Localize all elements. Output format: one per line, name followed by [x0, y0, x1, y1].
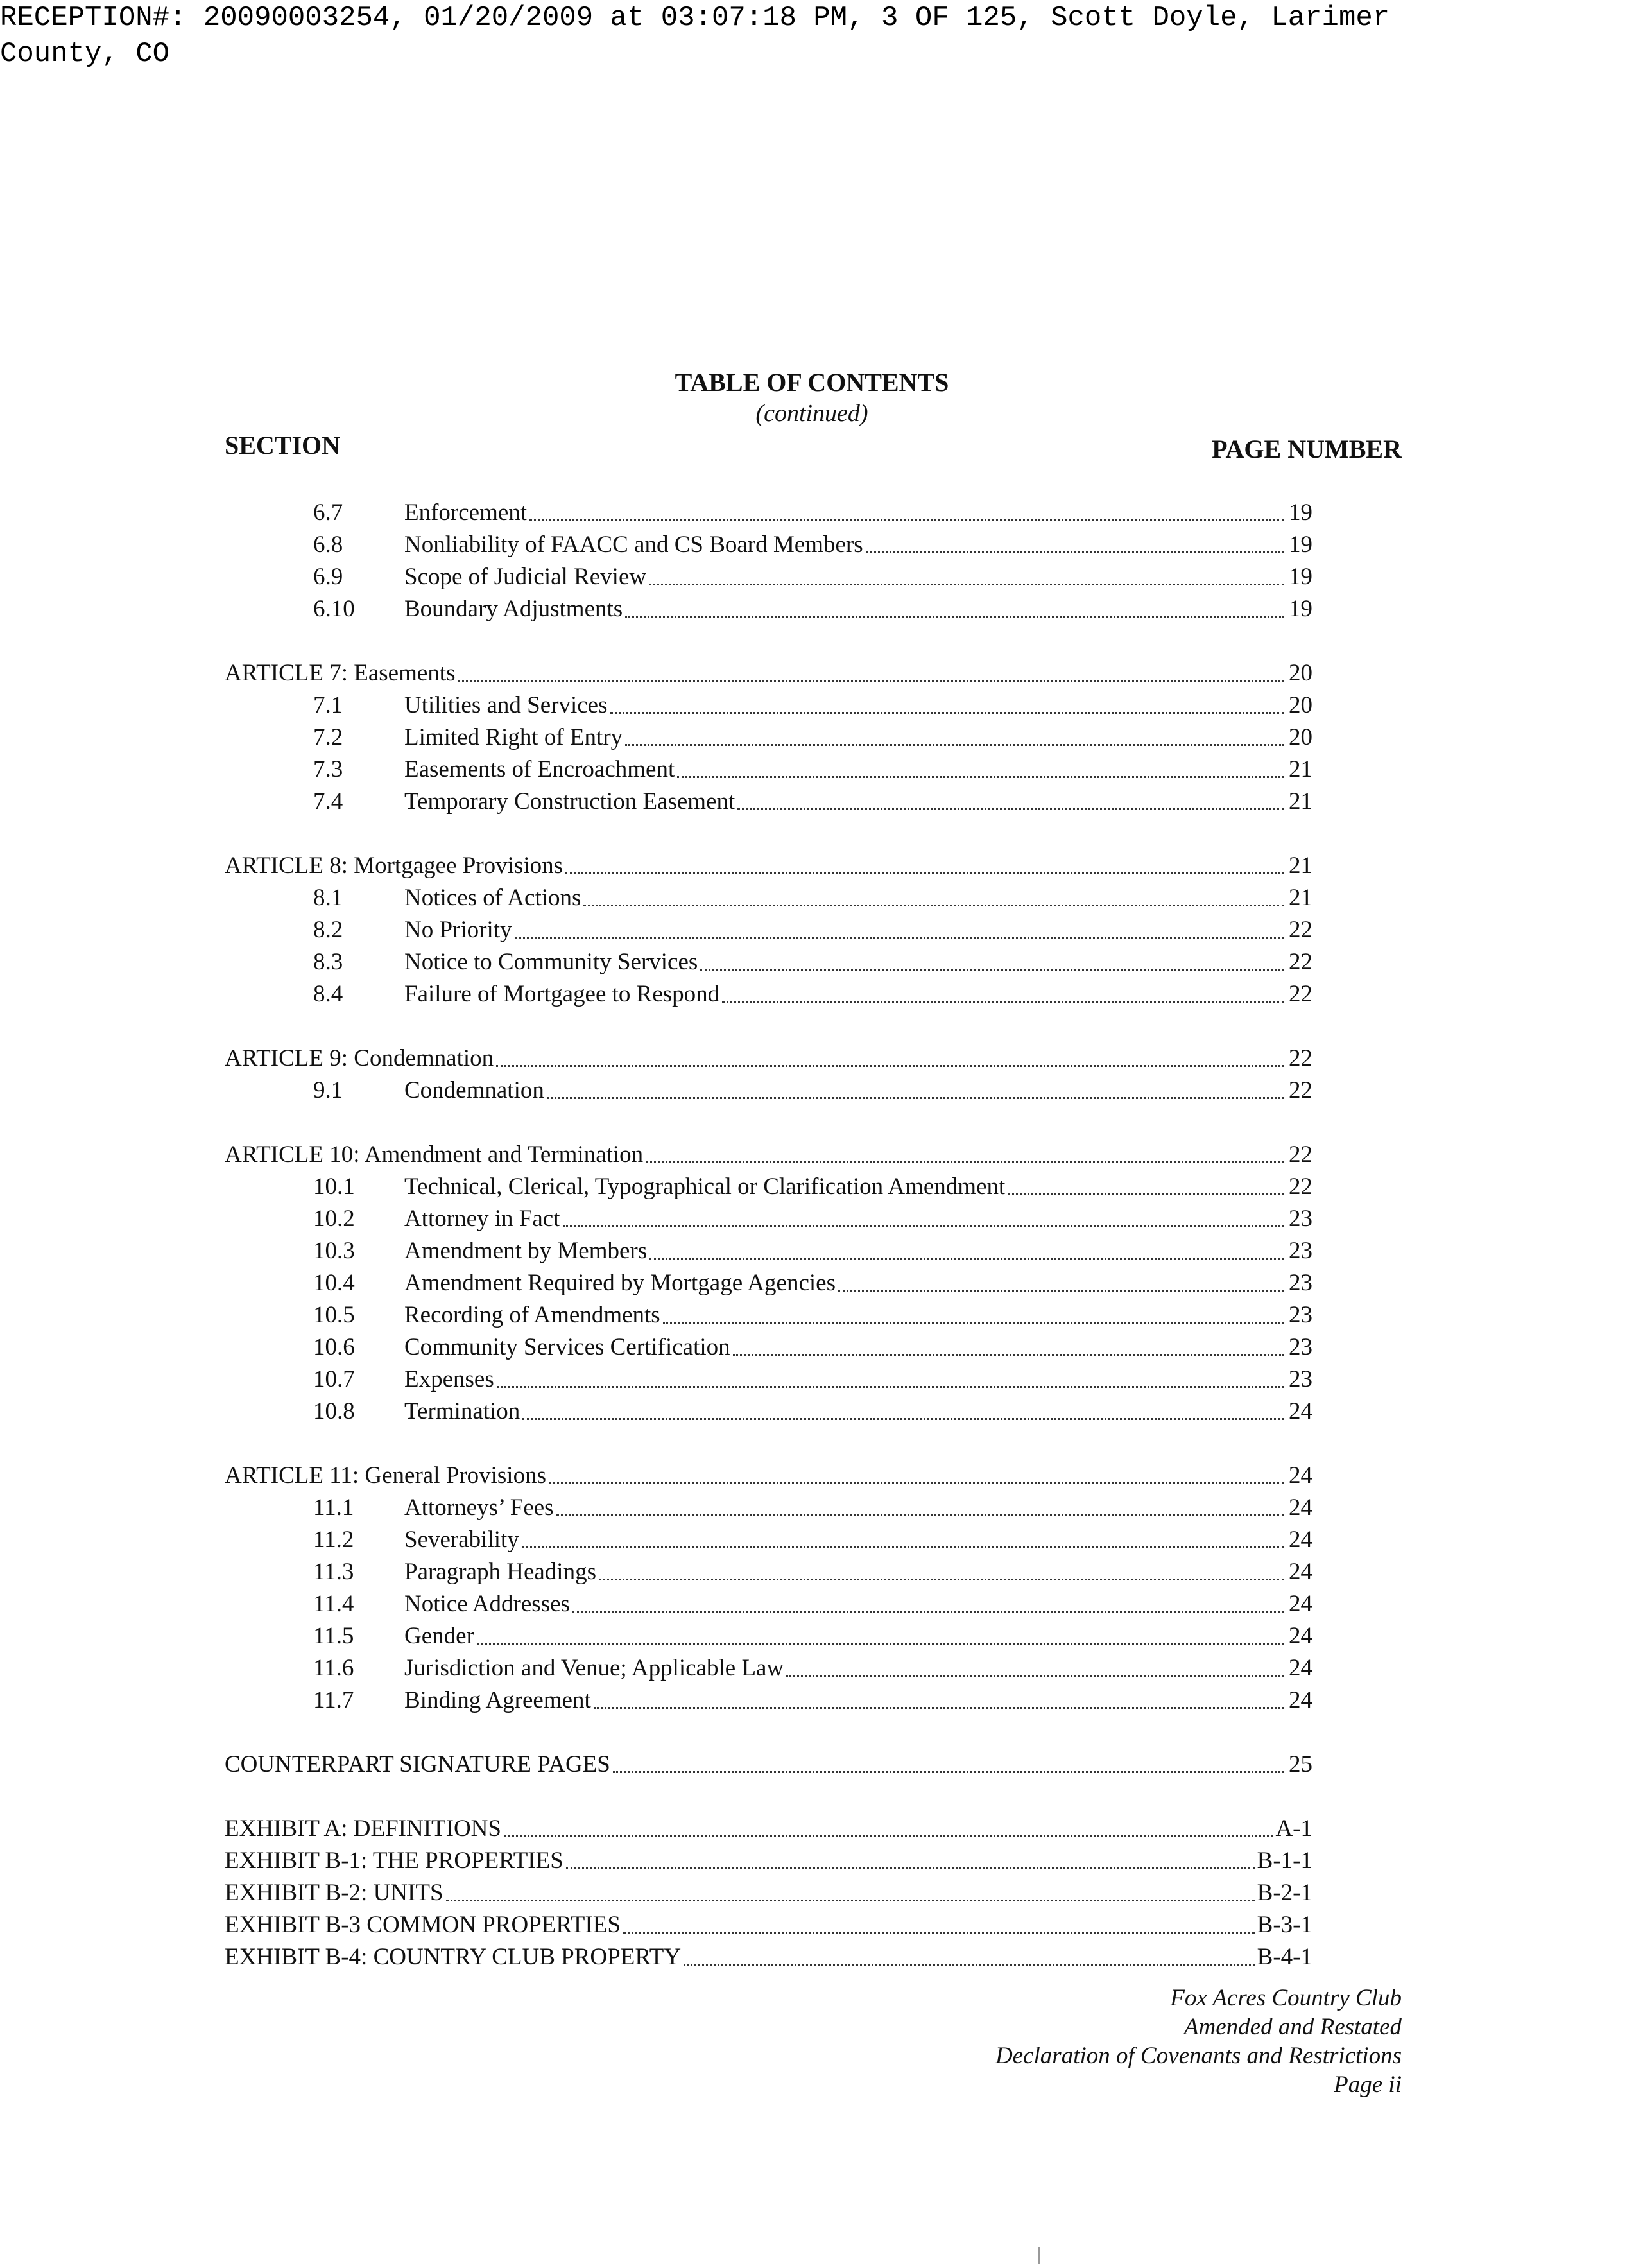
dot-leader	[786, 1675, 1284, 1677]
toc-item-row	[225, 754, 1312, 786]
toc-page-number: 24	[1289, 1559, 1312, 1585]
toc-section-number: 8.3	[313, 949, 343, 975]
toc-item-row	[225, 1299, 1312, 1331]
toc-entry-title: Attorneys’ Fees	[404, 1494, 554, 1521]
toc-page-number: 22	[1289, 917, 1312, 943]
toc-section-number: 11.7	[313, 1687, 354, 1713]
dot-leader	[477, 1643, 1284, 1645]
toc-page-number: 21	[1289, 788, 1312, 815]
toc-item-row	[225, 1652, 1312, 1684]
dot-leader	[733, 1354, 1284, 1356]
toc-entry-title: EXHIBIT B-4: COUNTRY CLUB PROPERTY	[225, 1944, 682, 1970]
toc-spacer	[225, 1717, 1312, 1749]
dot-leader	[504, 1835, 1273, 1837]
dot-leader	[529, 519, 1284, 521]
dot-leader	[700, 969, 1284, 971]
toc-spacer	[225, 1010, 1312, 1043]
toc-item-row	[225, 1203, 1312, 1235]
page-title: TABLE OF CONTENTS	[675, 368, 949, 397]
toc-entry-title: Community Services Certification	[404, 1334, 730, 1360]
toc-item-row	[225, 946, 1312, 978]
dot-leader	[684, 1964, 1255, 1966]
toc-page-number: 19	[1289, 564, 1312, 590]
toc-page-number: 23	[1289, 1206, 1312, 1232]
toc-section-number: 10.5	[313, 1302, 355, 1328]
toc-spacer	[225, 1781, 1312, 1813]
toc-section-number: 7.4	[313, 788, 343, 815]
toc-item-row	[225, 722, 1312, 754]
dot-leader	[649, 1258, 1284, 1260]
dot-leader	[866, 551, 1284, 553]
dot-leader	[610, 712, 1285, 714]
toc-page-number: 22	[1289, 1045, 1312, 1071]
toc-page-number: 24	[1289, 1494, 1312, 1521]
toc-item-row	[225, 1620, 1312, 1652]
toc-entry-title: Scope of Judicial Review	[404, 564, 647, 590]
dot-leader	[522, 1418, 1284, 1420]
footer-line-1: Fox Acres Country Club	[1170, 1985, 1402, 2011]
toc-page-number: 19	[1289, 596, 1312, 622]
toc-section-number: 10.1	[313, 1173, 355, 1200]
dot-leader	[625, 616, 1284, 618]
toc-section-number: 6.7	[313, 499, 343, 526]
toc-page-number: 22	[1289, 1141, 1312, 1168]
toc-entry-title: Paragraph Headings	[404, 1559, 596, 1585]
dot-leader	[522, 1546, 1284, 1548]
dot-leader	[566, 1867, 1255, 1869]
toc-spacer	[225, 1428, 1312, 1460]
toc-spacer	[225, 818, 1312, 850]
toc-article-row	[225, 1941, 1312, 1973]
toc-article-row	[225, 1043, 1312, 1075]
toc-entry-title: ARTICLE 11: General Provisions	[225, 1462, 546, 1489]
toc-section-number: 11.4	[313, 1591, 354, 1617]
toc-item-row	[225, 978, 1312, 1010]
toc-entry-title: COUNTERPART SIGNATURE PAGES	[225, 1751, 610, 1778]
toc-page-number: 24	[1289, 1462, 1312, 1489]
toc-entry-title: Recording of Amendments	[404, 1302, 660, 1328]
toc-page-number: 22	[1289, 981, 1312, 1007]
toc-item-row	[225, 882, 1312, 914]
dot-leader	[549, 1482, 1284, 1484]
toc-section-number: 10.4	[313, 1270, 355, 1296]
toc-page-number: 23	[1289, 1334, 1312, 1360]
dot-leader	[663, 1322, 1284, 1324]
toc-section-number: 10.6	[313, 1334, 355, 1360]
toc-page-number: 23	[1289, 1366, 1312, 1392]
dot-leader	[556, 1514, 1284, 1516]
dot-leader	[515, 937, 1284, 939]
toc-item-row	[225, 1396, 1312, 1428]
dot-leader	[649, 584, 1284, 585]
toc-section-number: 7.2	[313, 724, 343, 750]
dot-leader	[563, 1225, 1284, 1227]
toc-entry-title: Enforcement	[404, 499, 528, 526]
toc-entry-title: Notices of Actions	[404, 885, 581, 911]
toc-item-row	[225, 1331, 1312, 1363]
toc-section-number: 11.1	[313, 1494, 354, 1521]
page-subtitle: (continued)	[755, 400, 868, 427]
toc-article-row	[225, 850, 1312, 882]
toc-item-row	[225, 1684, 1312, 1717]
toc-item-row	[225, 1524, 1312, 1556]
toc-spacer	[225, 1107, 1312, 1139]
toc-page-number: 21	[1289, 885, 1312, 911]
dot-leader	[838, 1290, 1284, 1292]
toc-item-row	[225, 561, 1312, 593]
toc-item-row	[225, 1556, 1312, 1588]
toc-section-number: 6.10	[313, 596, 355, 622]
toc-item-row	[225, 1075, 1312, 1107]
toc-item-row	[225, 1492, 1312, 1524]
dot-leader	[446, 1900, 1255, 1901]
toc-page-number: A-1	[1275, 1815, 1312, 1842]
toc-entry-title: Notice to Community Services	[404, 949, 698, 975]
toc-entry-title: Utilities and Services	[404, 692, 608, 718]
toc-entry-title: Failure of Mortgagee to Respond	[404, 981, 720, 1007]
toc-page-number: 24	[1289, 1655, 1312, 1681]
toc-section-number: 7.3	[313, 756, 343, 783]
toc-page-number: 19	[1289, 499, 1312, 526]
dot-leader	[737, 808, 1284, 810]
toc-item-row	[225, 786, 1312, 818]
toc-section-number: 10.3	[313, 1238, 355, 1264]
dot-leader	[677, 776, 1284, 778]
toc-article-row	[225, 1909, 1312, 1941]
toc-page-number: 20	[1289, 724, 1312, 750]
toc-entry-title: EXHIBIT A: DEFINITIONS	[225, 1815, 501, 1842]
reception-stamp: RECEPTION#: 20090003254, 01/20/2009 at 03:07:18 PM, 3 OF 125, Scott Doyle, Larimer County, CO	[0, 2, 1390, 70]
toc-page-number: 25	[1289, 1751, 1312, 1778]
toc-section-number: 10.2	[313, 1206, 355, 1232]
dot-leader	[458, 680, 1285, 682]
toc-section-number: 11.5	[313, 1623, 354, 1649]
toc-page-number: 21	[1289, 853, 1312, 879]
toc-section-number: 10.8	[313, 1398, 355, 1424]
dot-leader	[1008, 1193, 1284, 1195]
toc-article-row	[225, 657, 1312, 689]
dot-leader	[613, 1771, 1284, 1773]
toc-section-number: 8.1	[313, 885, 343, 911]
toc-entry-title: EXHIBIT B-2: UNITS	[225, 1880, 443, 1906]
toc-page-number: 23	[1289, 1270, 1312, 1296]
toc-entry-title: Temporary Construction Easement	[404, 788, 735, 815]
toc-item-row	[225, 689, 1312, 722]
toc-item-row	[225, 529, 1312, 561]
dot-leader	[625, 744, 1284, 746]
toc-section-number: 9.1	[313, 1077, 343, 1104]
toc-page-number: 24	[1289, 1687, 1312, 1713]
page-number-column-header: PAGE NUMBER	[1212, 435, 1402, 463]
toc-page-number: 24	[1289, 1527, 1312, 1553]
dot-leader	[572, 1611, 1284, 1613]
toc-page-number: 22	[1289, 1173, 1312, 1200]
toc-section-number: 6.9	[313, 564, 343, 590]
toc-item-row	[225, 1267, 1312, 1299]
toc-spacer	[225, 625, 1312, 657]
toc-section-number: 6.8	[313, 532, 343, 558]
toc-page-number: 24	[1289, 1398, 1312, 1424]
toc-entry-title: Binding Agreement	[404, 1687, 591, 1713]
toc-page-number: 20	[1289, 660, 1312, 686]
dot-leader	[646, 1161, 1284, 1163]
toc-page-number: 19	[1289, 532, 1312, 558]
toc-page-number: 24	[1289, 1623, 1312, 1649]
toc-entry-title: Notice Addresses	[404, 1591, 570, 1617]
dot-leader	[583, 905, 1284, 906]
toc-entry-title: Amendment Required by Mortgage Agencies	[404, 1270, 836, 1296]
dot-leader	[599, 1579, 1284, 1580]
scan-artifact	[1038, 2247, 1040, 2264]
toc-entry-title: ARTICLE 8: Mortgagee Provisions	[225, 853, 563, 879]
toc-entry-title: Gender	[404, 1623, 474, 1649]
toc-entry-title: Limited Right of Entry	[404, 724, 623, 750]
dot-leader	[565, 872, 1284, 874]
toc-article-row	[225, 1460, 1312, 1492]
footer-page-number: Page ii	[1334, 2072, 1402, 2098]
toc-page-number: 24	[1289, 1591, 1312, 1617]
toc-page-number: 22	[1289, 949, 1312, 975]
toc-section-number: 8.4	[313, 981, 343, 1007]
toc-page-number: 20	[1289, 692, 1312, 718]
toc-entry-title: Condemnation	[404, 1077, 544, 1104]
table-of-contents	[225, 497, 1312, 1973]
dot-leader	[722, 1001, 1284, 1003]
toc-item-row	[225, 593, 1312, 625]
toc-entry-title: EXHIBIT B-3 COMMON PROPERTIES	[225, 1912, 621, 1938]
toc-page-number: 23	[1289, 1238, 1312, 1264]
toc-entry-title: EXHIBIT B-1: THE PROPERTIES	[225, 1848, 563, 1874]
dot-leader	[547, 1097, 1284, 1099]
toc-entry-title: No Priority	[404, 917, 512, 943]
toc-entry-title: Amendment by Members	[404, 1238, 648, 1264]
toc-item-row	[225, 1171, 1312, 1203]
toc-section-number: 11.2	[313, 1527, 354, 1553]
footer-line-2: Amended and Restated	[1183, 2014, 1402, 2040]
toc-entry-title: Technical, Clerical, Typographical or Clarification Amendment	[404, 1173, 1006, 1200]
toc-section-number: 7.1	[313, 692, 343, 718]
toc-article-row	[225, 1877, 1312, 1909]
toc-page-number: 22	[1289, 1077, 1312, 1104]
toc-section-number: 8.2	[313, 917, 343, 943]
toc-item-row	[225, 1588, 1312, 1620]
toc-entry-title: ARTICLE 7: Easements	[225, 660, 456, 686]
toc-entry-title: Nonliability of FAACC and CS Board Members	[404, 532, 863, 558]
toc-entry-title: Boundary Adjustments	[404, 596, 623, 622]
toc-entry-title: Jurisdiction and Venue; Applicable Law	[404, 1655, 784, 1681]
toc-item-row	[225, 497, 1312, 529]
section-column-header: SECTION	[225, 431, 341, 460]
dot-leader	[496, 1065, 1284, 1067]
dot-leader	[594, 1707, 1284, 1709]
toc-entry-title: Attorney in Fact	[404, 1206, 560, 1232]
document-footer	[995, 1984, 1402, 2099]
toc-item-row	[225, 914, 1312, 946]
toc-page-number: B-2-1	[1257, 1880, 1312, 1906]
toc-entry-title: ARTICLE 10: Amendment and Termination	[225, 1141, 644, 1168]
toc-page-number: 23	[1289, 1302, 1312, 1328]
toc-entry-title: ARTICLE 9: Condemnation	[225, 1045, 494, 1071]
toc-entry-title: Easements of Encroachment	[404, 756, 675, 783]
toc-entry-title: Severability	[404, 1527, 519, 1553]
toc-article-row	[225, 1749, 1312, 1781]
toc-page-number: B-1-1	[1257, 1848, 1312, 1874]
toc-item-row	[225, 1235, 1312, 1267]
toc-article-row	[225, 1139, 1312, 1171]
dot-leader	[497, 1386, 1284, 1388]
toc-page-number: B-4-1	[1257, 1944, 1312, 1970]
toc-page-number: 21	[1289, 756, 1312, 783]
toc-article-row	[225, 1845, 1312, 1877]
footer-line-3: Declaration of Covenants and Restrictions	[995, 2043, 1402, 2069]
toc-page-number: B-3-1	[1257, 1912, 1312, 1938]
toc-section-number: 11.3	[313, 1559, 354, 1585]
toc-item-row	[225, 1363, 1312, 1396]
toc-section-number: 10.7	[313, 1366, 355, 1392]
toc-entry-title: Termination	[404, 1398, 520, 1424]
dot-leader	[623, 1932, 1255, 1934]
toc-section-number: 11.6	[313, 1655, 354, 1681]
toc-entry-title: Expenses	[404, 1366, 494, 1392]
toc-article-row	[225, 1813, 1312, 1845]
